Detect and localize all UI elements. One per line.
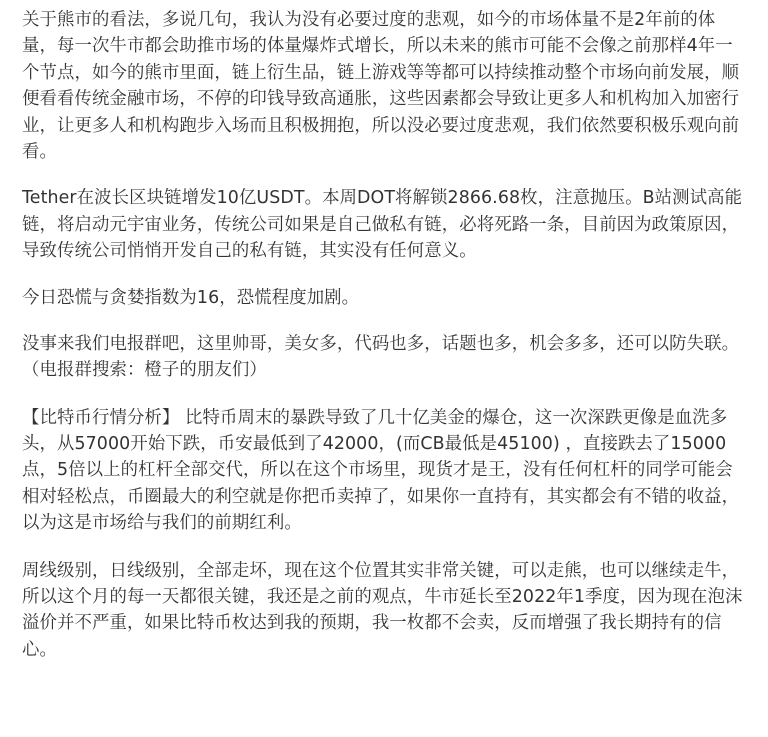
text-line: 【比特币行情分析】 比特币周末的暴跌导致了几十亿美金的爆仓，这一次深跌更像是血洗多 (22, 407, 728, 428)
paragraph-news (22, 185, 750, 264)
text-line: 点，5倍以上的杠杆全部交代，所以在这个市场里，现货才是王，没有任何杠杆的同学可能会 (22, 460, 733, 481)
text-line: 链，将启动元宇宙业务，传统公司如果是自己做私有链，必将死路一条，目前因为政策原因， (22, 214, 740, 235)
text-line: 头，从57000开始下跌，币安最低到了42000，(而CB最低是45100) ，直接跌去了15000 (22, 434, 727, 455)
article-body (22, 7, 750, 663)
text-line: 关于熊市的看法，多说几句，我认为没有必要过度的悲观，如今的市场体量不是2年前的体 (22, 10, 716, 30)
text-line: Tether在波长区块链增发10亿USDT。本周DOT将解锁2866.68枚，注意抛压。B站测试高能 (22, 188, 743, 209)
paragraph-bear-market-view (22, 7, 750, 165)
text-line: 相对轻松点，币圈最大的利空就是你把币卖掉了，如果你一直持有，其实都会有不错的收益， (22, 486, 740, 507)
text-line: 业，让更多人和机构跑步入场而且积极拥抱，所以没必要过度悲观，我们依然要积极乐观向前 (22, 115, 740, 136)
text-line: 没事来我们电报群吧，这里帅哥，美女多，代码也多，话题也多，机会多多，还可以防失联。 (22, 333, 740, 354)
text-line: 导致传统公司悄悄开发自己的私有链，其实没有任何意义。 (22, 241, 477, 262)
text-line: 以为这是市场给与我们的前期红利。 (22, 513, 302, 534)
paragraph-fear-greed-index (22, 285, 750, 311)
text-line: 周线级别，日线级别，全部走坏，现在这个位置其实非常关键，可以走熊，也可以继续走牛， (22, 560, 740, 581)
text-line: 所以这个月的每一天都很关键，我还是之前的观点，牛市延长至2022年1季度，因为现在泡沫 (22, 587, 743, 608)
text-line: 个节点，如今的熊市里面，链上衍生品，链上游戏等等都可以持续推动整个市场向前发展，顺 (22, 62, 740, 83)
text-line: 看。 (22, 141, 57, 162)
paragraph-weekly-outlook (22, 558, 750, 664)
paragraph-telegram-group (22, 331, 750, 384)
text-line: 量，每一次牛市都会助推市场的体量爆炸式增长，所以未来的熊市可能不会像之前那样4年一 (22, 36, 733, 57)
text-line: 心。 (22, 639, 57, 660)
text-line: 溢价并不严重，如果比特币枚达到我的预期，我一枚都不会卖，反而增强了我长期持有的信 (22, 613, 722, 634)
text-line: （电报群搜索：橙子的朋友们） (22, 360, 267, 381)
text-line: 今日恐慌与贪婪指数为16，恐慌程度加剧。 (22, 287, 360, 308)
paragraph-btc-analysis (22, 405, 750, 537)
text-line: 便看看传统金融市场，不停的印钱导致高通胀，这些因素都会导致让更多人和机构加入加密行 (22, 89, 740, 110)
